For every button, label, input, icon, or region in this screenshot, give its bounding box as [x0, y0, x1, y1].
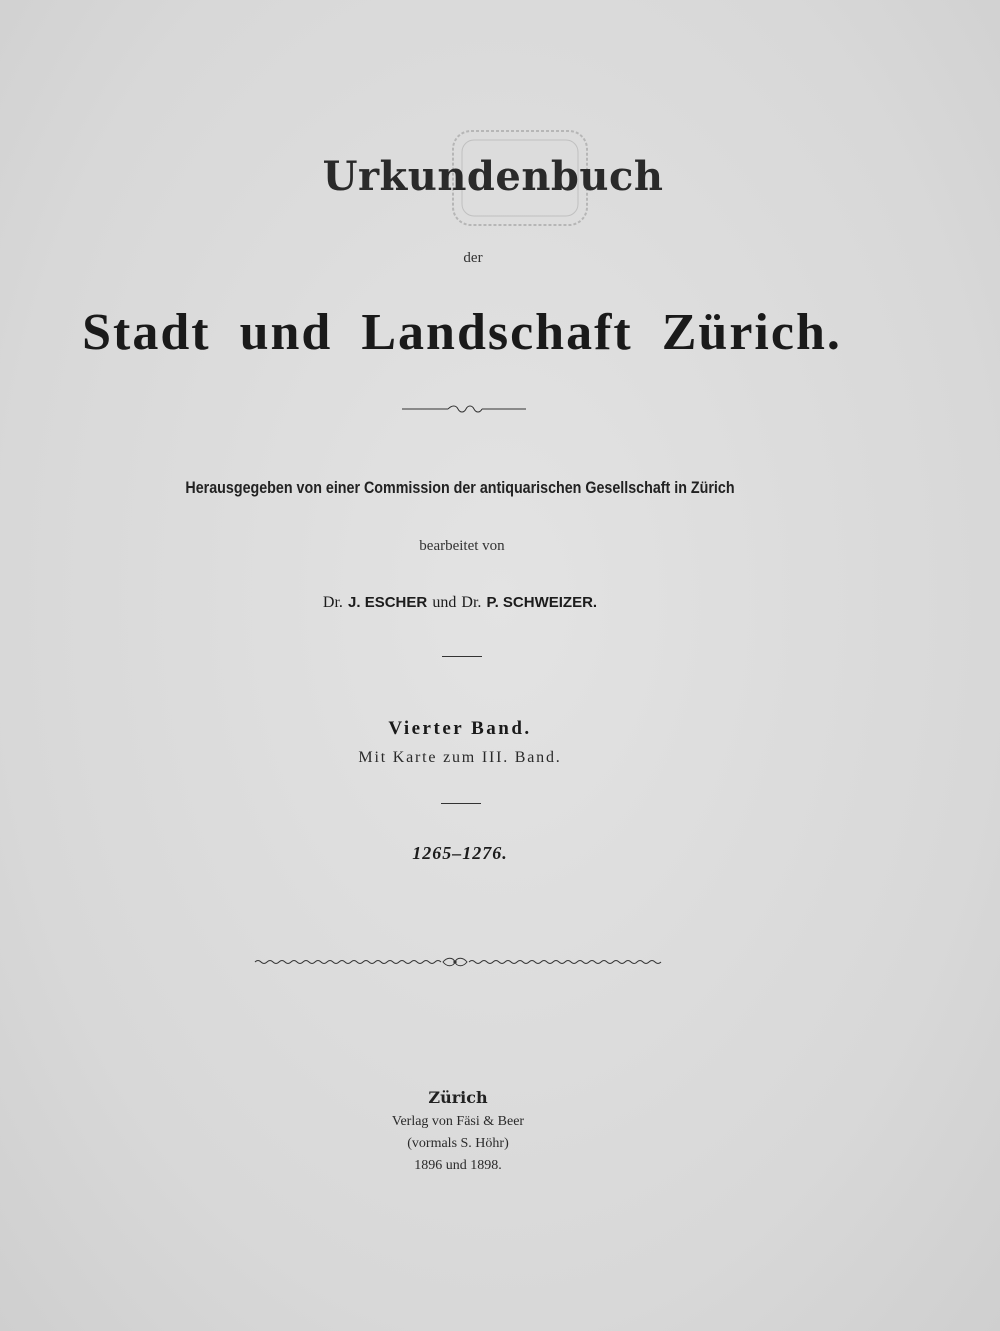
- volume-label: Vierter Band.: [388, 718, 532, 739]
- short-rule-divider: [441, 803, 481, 804]
- book-title: Urkundenbuch: [322, 153, 664, 200]
- edited-by-label: bearbeitet von: [419, 538, 505, 554]
- editors-line: [0, 592, 960, 612]
- imprint-place: Zürich: [428, 1088, 488, 1107]
- wavy-ornament-icon: [255, 955, 663, 969]
- book-subtitle: Stadt und Landschaft Zürich.: [82, 304, 842, 361]
- imprint-years: 1896 und 1898.: [414, 1158, 502, 1173]
- year-range: 1265–1276.: [412, 843, 508, 863]
- connector-der: der: [463, 250, 483, 266]
- editor-1-title: Dr.: [322, 594, 343, 611]
- map-note: Mit Karte zum III. Band.: [358, 749, 562, 766]
- editor-1-name: J. ESCHER: [348, 594, 428, 611]
- issued-by-statement: Herausgegeben von einer Commission der antiquarischen Gesellschaft in Zürich: [185, 478, 735, 497]
- short-rule-divider: [442, 656, 482, 657]
- editors-connector: und: [432, 594, 457, 611]
- editor-2-title: Dr.: [461, 594, 482, 611]
- imprint-formerly: (vormals S. Höhr): [407, 1136, 509, 1151]
- imprint-publisher: Verlag von Fäsi & Beer: [391, 1114, 525, 1129]
- editor-2-name: P. SCHWEIZER.: [486, 594, 598, 611]
- ornament-divider-icon: [402, 402, 526, 416]
